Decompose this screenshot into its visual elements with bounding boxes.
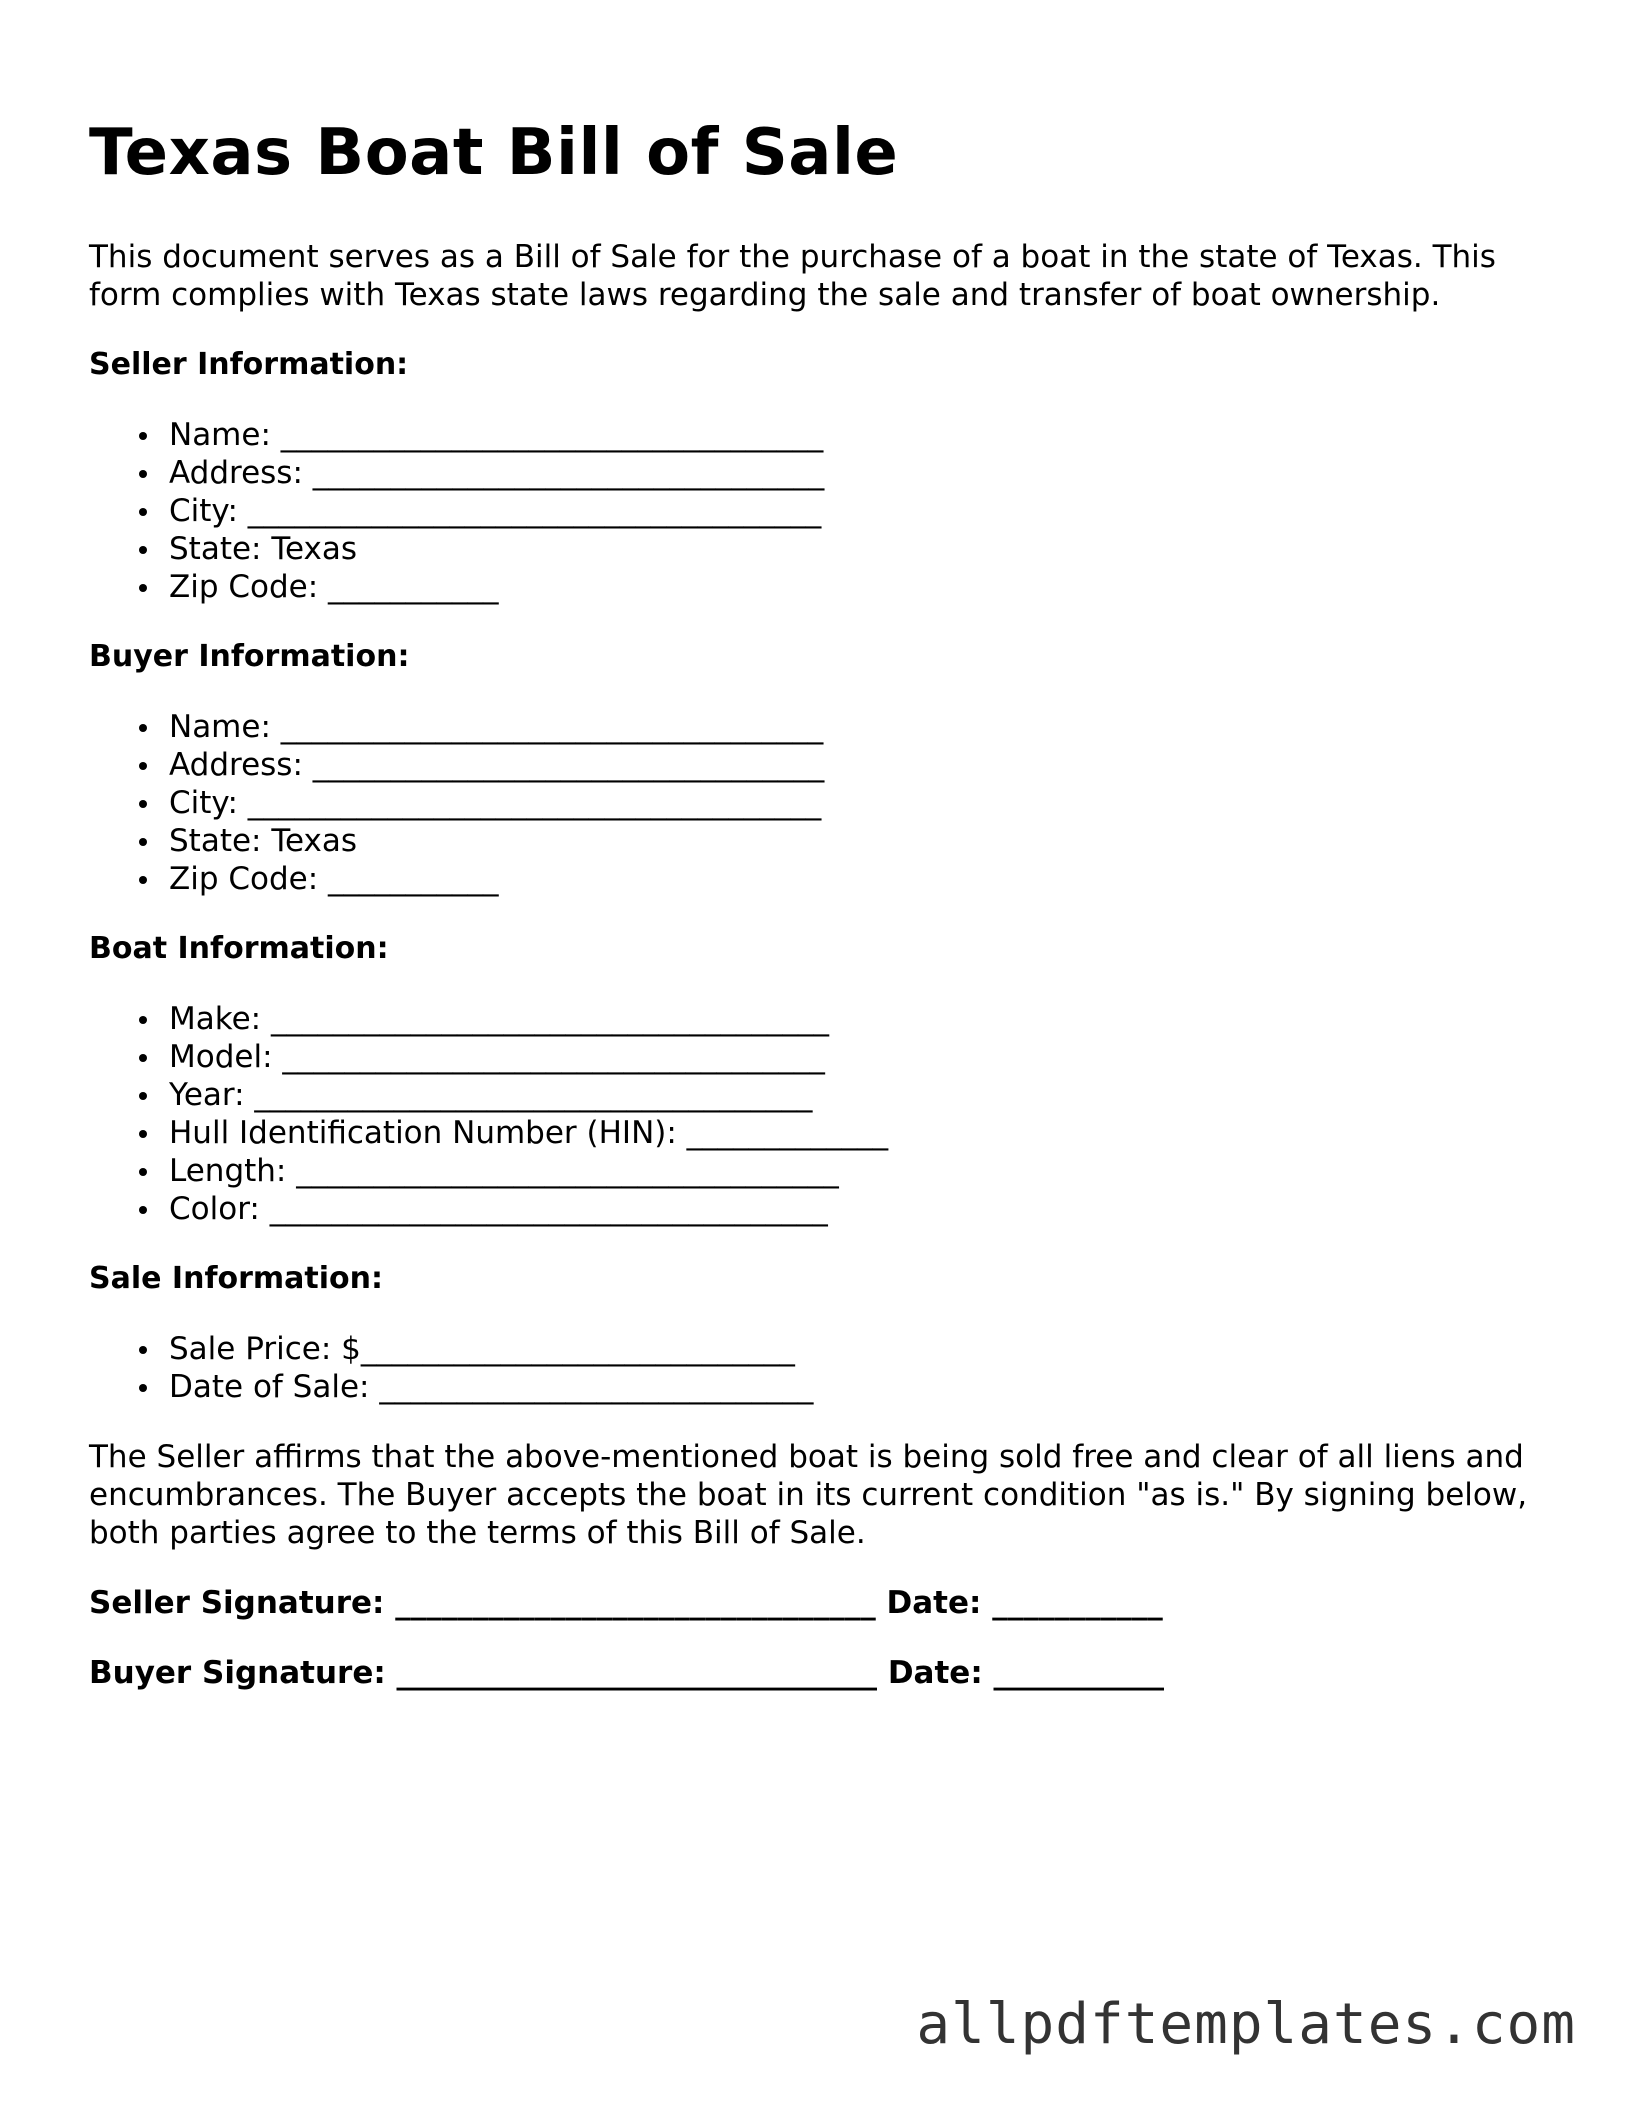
boat-hin-field[interactable]: Hull Identification Number (HIN): _____________ — [169, 1114, 1549, 1152]
buyer-zip-field[interactable]: Zip Code: ___________ — [169, 860, 1549, 898]
boat-section-heading: Boat Information: — [89, 931, 389, 966]
boat-year-field[interactable]: Year: ____________________________________ — [169, 1076, 1549, 1114]
sale-section-heading: Sale Information: — [89, 1261, 383, 1296]
boat-make-field[interactable]: Make: ____________________________________ — [169, 1000, 1549, 1038]
buyer-fields-list — [89, 708, 1549, 898]
seller-state-field: State: Texas — [169, 530, 1549, 568]
boat-fields-list — [89, 1000, 1549, 1228]
buyer-section-heading: Buyer Information: — [89, 639, 410, 674]
seller-fields-list — [89, 416, 1549, 606]
sale-price-field[interactable]: Sale Price: $____________________________ — [169, 1330, 1549, 1368]
seller-name-field[interactable]: Name: ___________________________________ — [169, 416, 1549, 454]
affirmation-paragraph: The Seller affirms that the above-mentioned boat is being sold free and clear of all liens and encumbrances. The Buyer accepts the boat in its current condition "as is." By signing below, both parties agree to the terms of this Bill of Sale. — [89, 1439, 1528, 1551]
sale-fields-list — [89, 1330, 1549, 1406]
buyer-name-field[interactable]: Name: ___________________________________ — [169, 708, 1549, 746]
buyer-city-field[interactable]: City: _____________________________________ — [169, 784, 1549, 822]
watermark-text: allpdftemplates.com — [916, 1992, 1576, 2057]
document-title: Texas Boat Bill of Sale — [89, 116, 899, 190]
buyer-state-field: State: Texas — [169, 822, 1549, 860]
buyer-signature-line[interactable]: Buyer Signature: _______________________________ Date: ___________ — [89, 1655, 1165, 1691]
seller-section-heading: Seller Information: — [89, 347, 409, 382]
document-page — [89, 108, 1549, 1692]
sale-date-field[interactable]: Date of Sale: ____________________________ — [169, 1368, 1549, 1406]
intro-paragraph: This document serves as a Bill of Sale for the purchase of a boat in the state of Texas. This form complies with Texas state laws regarding the sale and transfer of boat ownership. — [89, 239, 1496, 313]
boat-color-field[interactable]: Color: ____________________________________ — [169, 1190, 1549, 1228]
seller-signature-line[interactable]: Seller Signature: _______________________________ Date: ___________ — [89, 1585, 1163, 1621]
seller-zip-field[interactable]: Zip Code: ___________ — [169, 568, 1549, 606]
boat-model-field[interactable]: Model: ___________________________________ — [169, 1038, 1549, 1076]
seller-city-field[interactable]: City: _____________________________________ — [169, 492, 1549, 530]
buyer-address-field[interactable]: Address: _________________________________ — [169, 746, 1549, 784]
seller-address-field[interactable]: Address: _________________________________ — [169, 454, 1549, 492]
boat-length-field[interactable]: Length: ___________________________________ — [169, 1152, 1549, 1190]
